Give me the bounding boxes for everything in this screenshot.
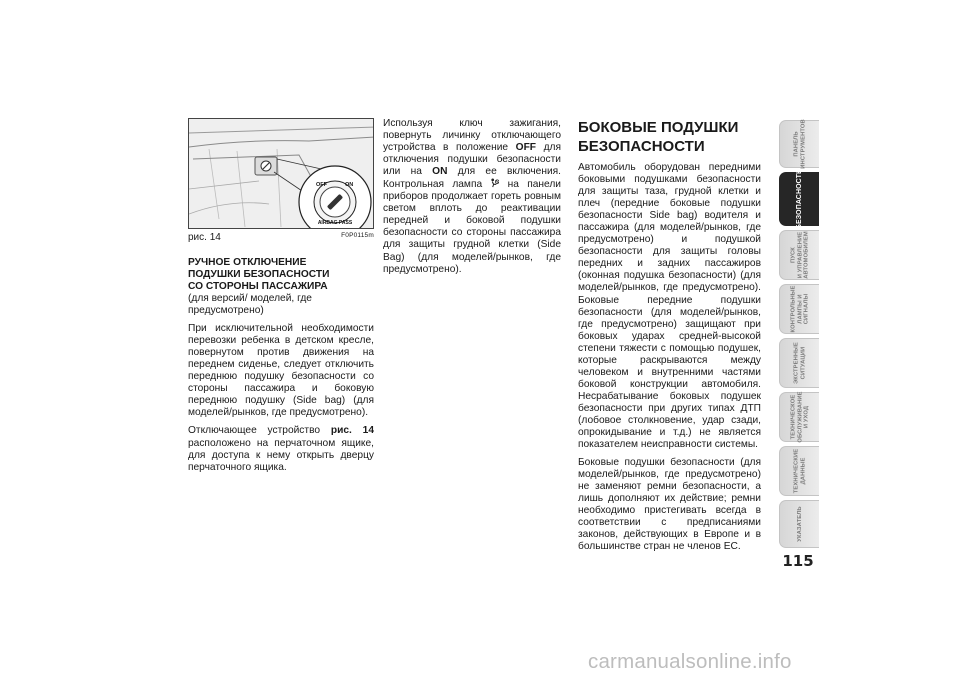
tab-maintenance[interactable] xyxy=(779,392,819,442)
tab-label: ТЕХНИЧЕСКОЕ ОБСЛУЖИВАНИЕ И УХОД xyxy=(789,391,809,443)
paragraph-child-seat: При исключительной необходимости перевозки ребенка в детском кресле, повернутом против движения на переднем сиденье, следует отключить переднюю подушку безопасности со стороны пассажира и боковую переднюю подушку (Side bag) (для моделей/рынков, где предусмотрено). xyxy=(188,323,374,419)
text-run: на панели приборов продолжает гореть ровным светом вплоть до реактивации передней и боковой подушки безопасности со стороны пассажира для защиты грудной клетки (Side Bag) (для моделей/рынков, где предусмотрено). xyxy=(383,179,561,275)
figure-caption xyxy=(188,232,374,246)
tab-safety[interactable] xyxy=(779,168,819,230)
watermark: carmanualsonline.info xyxy=(588,650,792,673)
column-manual-deactivation xyxy=(188,257,374,480)
text-run: Отключающее устройство xyxy=(188,425,331,437)
tab-technical-data[interactable] xyxy=(779,446,819,496)
text-run: Используя ключ зажигания, повернуть личинку отключающего устройства в положение xyxy=(383,118,561,154)
paragraph-device-location xyxy=(188,425,374,473)
switch-off-label: OFF xyxy=(316,182,327,188)
tab-label: КОНТРОЛЬНЫЕ ЛАМПЫ И СИГНАЛЫ xyxy=(789,285,809,333)
section-heading-manual-deactivation xyxy=(188,257,374,293)
tab-instrument-panel[interactable] xyxy=(779,120,819,168)
paragraph-key-instructions xyxy=(383,118,561,276)
figure-label: рис. 14 xyxy=(188,232,221,243)
heading-line-3: СО СТОРОНЫ ПАССАЖИРА xyxy=(188,281,328,292)
column-side-airbags xyxy=(578,118,761,560)
off-position: OFF xyxy=(515,142,537,154)
tab-starting-and-driving[interactable] xyxy=(779,230,819,280)
text-run: для ее включения. Контрольная лампа xyxy=(383,166,561,191)
paragraph-side-airbags-description: Автомобиль оборудован передними боковыми подушками безопасности для защиты таза, грудной клетки и плеч (передние боковые подушки безопасности Side bag) водителя и пассажира (для моделей/рынков, где предусмотрено) и подушкой безопасности для защиты головы передних и задних пассажиров (оконная подушка безопасности) (для моделей/рынков, где предусмотрено). Боковые передние подушки безопасности (для моделей/рынков, где предусмотрено) защищают при боковых ударах средней-высокой степени тяжести с помощью подушек, которые раскрываются между человеком и внутренними частями боковой конструкции автомобиля. Несрабатывание боковых подушек безопасности при других типах ДТП (лобовое столкновение, удар сзади, опрокидывание и т.д.) не является показателем неисправности системы. xyxy=(578,162,761,451)
tab-label: ПУСК И УПРАВЛЕНИЕ АВТОМОБИЛЕМ xyxy=(789,231,809,279)
tab-label: ТЕХНИЧЕСКИЕ ДАННЫЕ xyxy=(793,448,806,494)
tab-label: УКАЗАТЕЛЬ xyxy=(796,506,803,542)
tab-label: ПАНЕЛЬ ИНСТРУМЕНТОВ xyxy=(793,119,806,169)
section-heading-side-airbags: БОКОВЫЕ ПОДУШКИ БЕЗОПАСНОСТИ xyxy=(578,119,739,155)
switch-airbag-pass-label: AIRBAG PASS xyxy=(317,220,353,226)
page-number: 115 xyxy=(782,552,814,570)
text-run: для отключения подушки безопасности или на xyxy=(383,142,561,178)
tab-warning-lights[interactable] xyxy=(779,284,819,334)
text-run: расположено на перчаточном ящике, для доступа к нему открыть дверцу перчаточного ящика. xyxy=(188,437,374,473)
tab-label: БЕЗОПАСНОСТЬ xyxy=(795,168,803,230)
section-note: (для версий/ моделей, где предусмотрено) xyxy=(188,293,312,317)
glovebox-illustration xyxy=(189,119,374,229)
figure-code: F0P0115m xyxy=(341,232,374,239)
column-key-instructions xyxy=(383,118,561,282)
tab-emergencies[interactable] xyxy=(779,338,819,388)
paragraph-side-airbags-seatbelts: Боковые подушки безопасности (для моделей/рынков, где предусмотрено) не заменяют ремни безопасности, а лишь дополняют их действие; ремни необходимо пристегивать всегда в соответствии с предписаниями законов, действующих в Европе и в большинстве стран не членов ЕС. xyxy=(578,457,761,553)
tab-index[interactable] xyxy=(779,500,819,548)
tab-label: ЭКСТРЕННЫЕ СИТУАЦИИ xyxy=(793,342,806,384)
on-position: ON xyxy=(432,166,448,178)
heading-line-1: РУЧНОЕ ОТКЛЮЧЕНИЕ xyxy=(188,257,307,268)
figure-airbag-switch xyxy=(188,118,374,229)
heading-line-2: ПОДУШКИ БЕЗОПАСНОСТИ xyxy=(188,269,330,280)
switch-on-label: ON xyxy=(345,182,354,188)
figure-reference: рис. 14 xyxy=(330,425,374,437)
